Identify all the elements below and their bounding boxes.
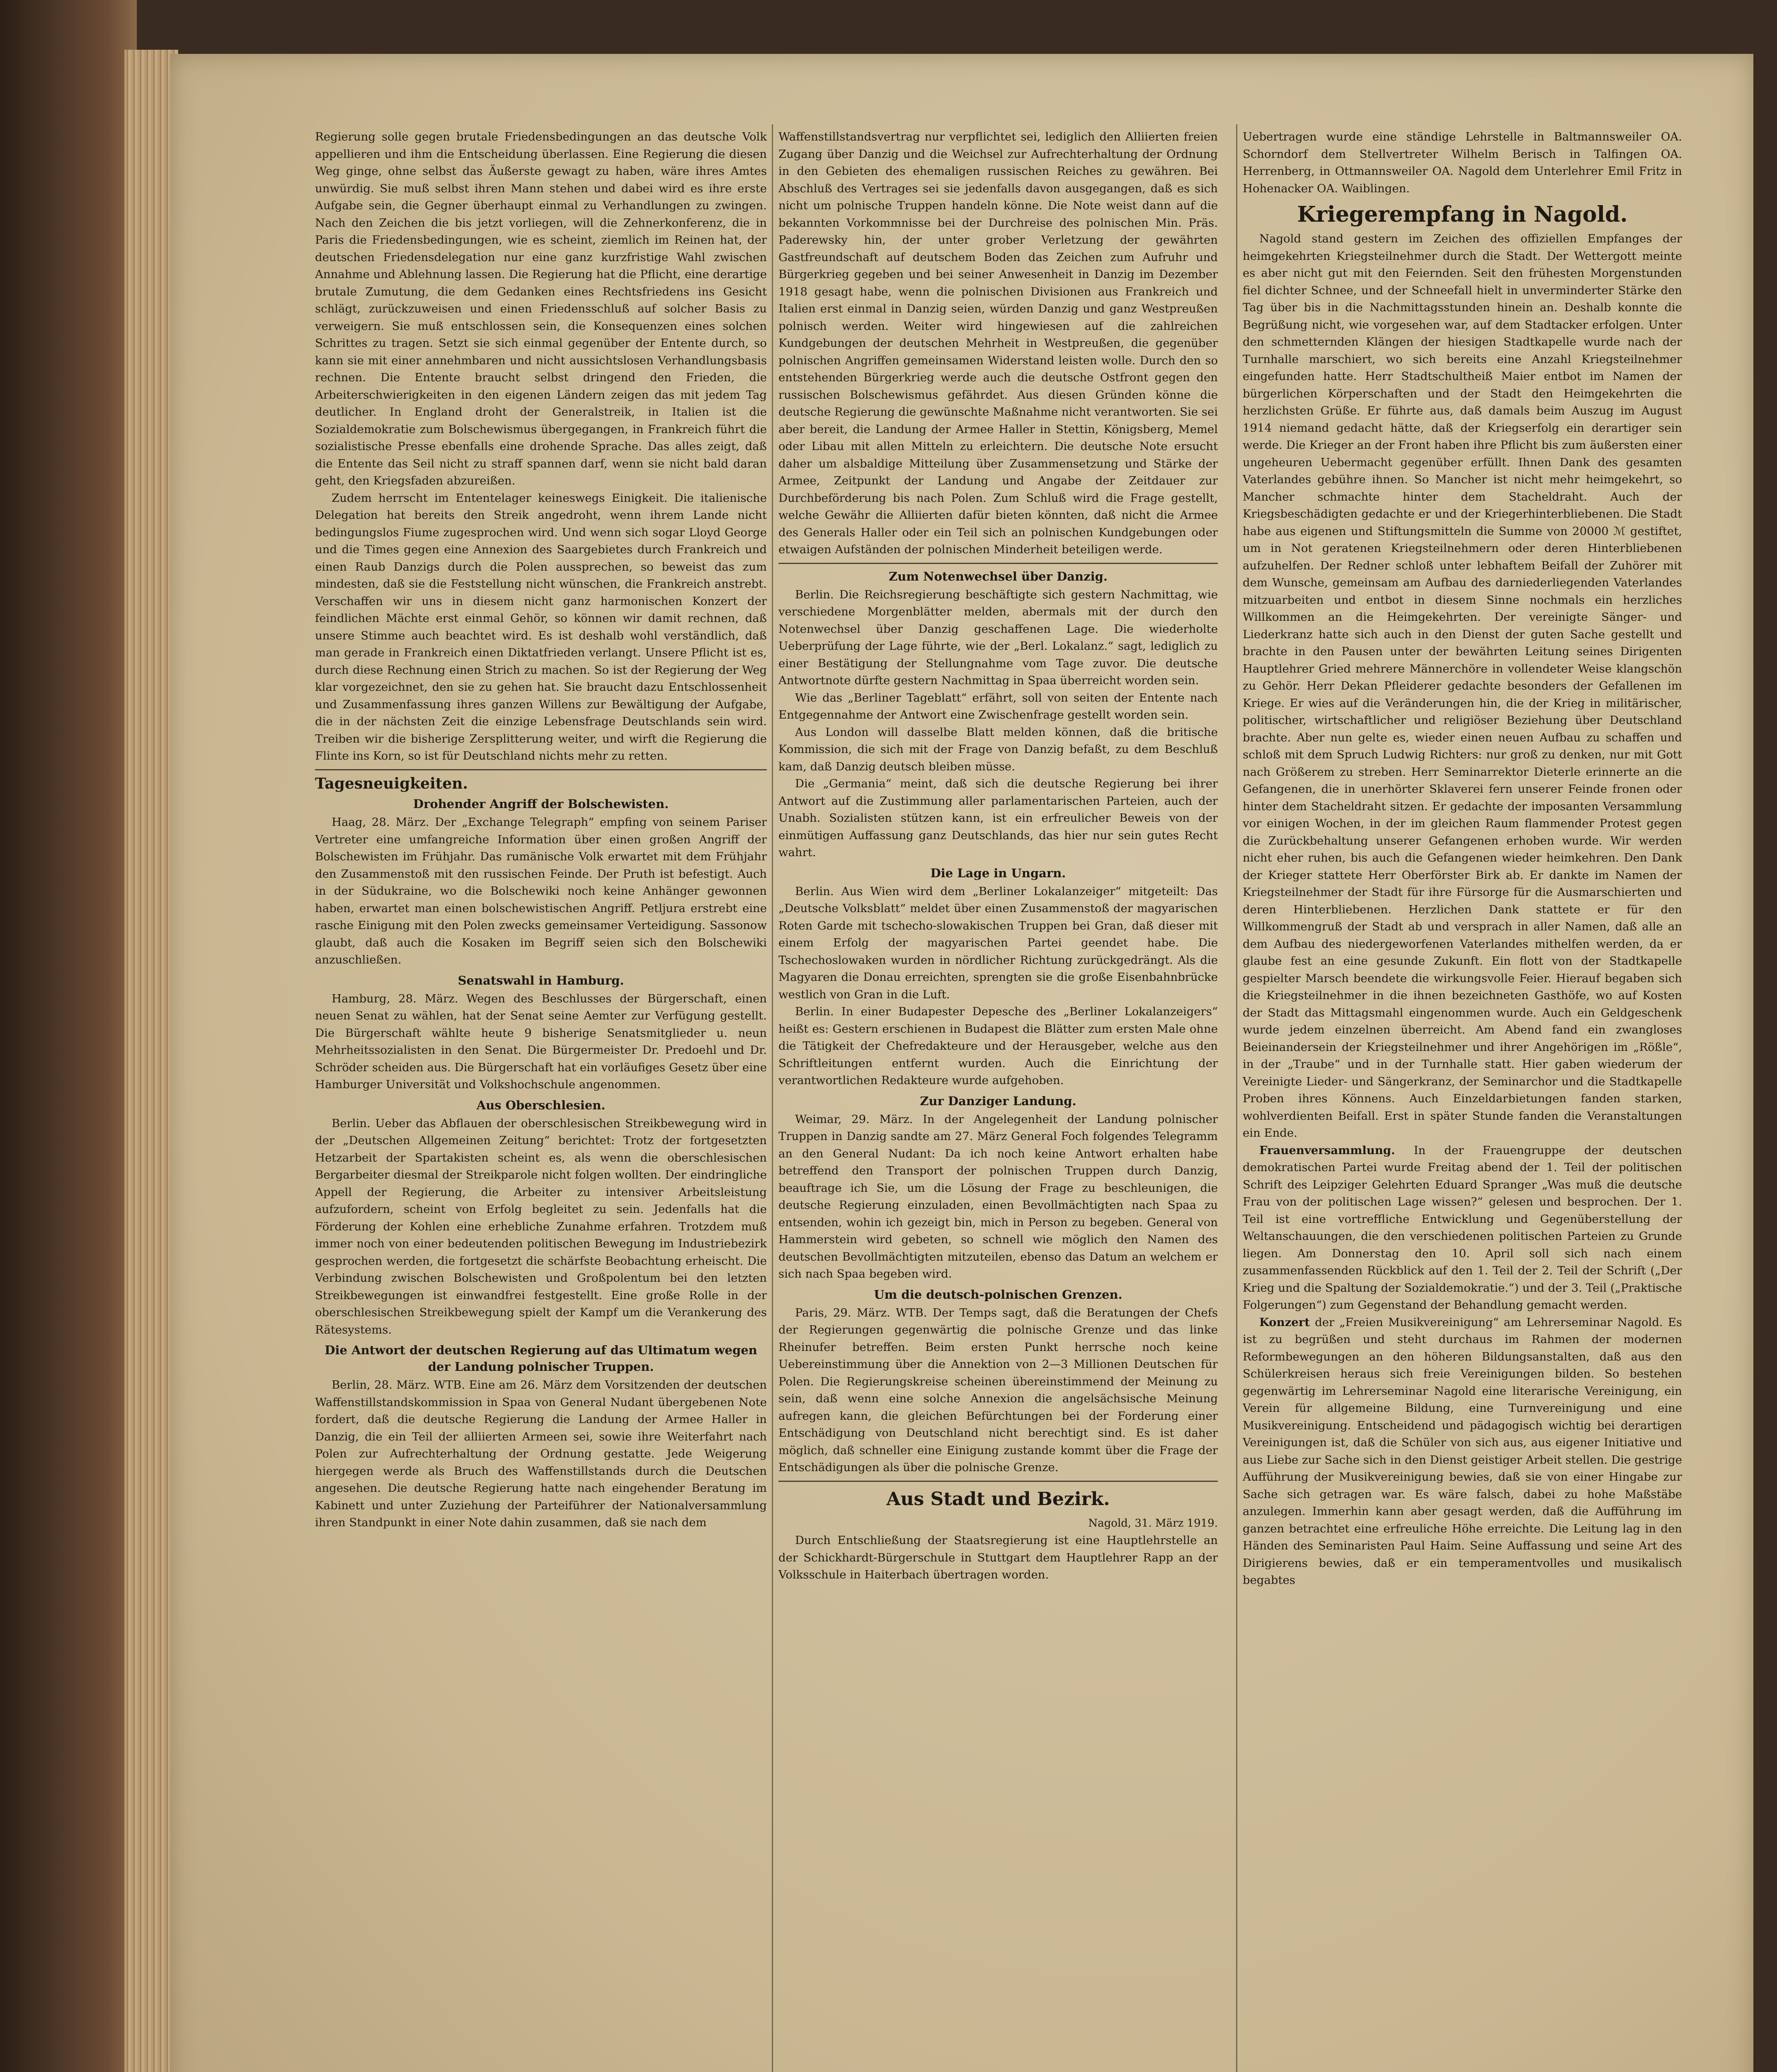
dateline: Nagold, 31. März 1919. xyxy=(1088,1517,1218,1530)
article-headline: Die Antwort der deutschen Regierung auf das Ultimatum wegen der Landung polnischer Truppen. xyxy=(325,1343,757,1374)
article-headline: Zum Notenwechsel über Danzig. xyxy=(889,569,1108,583)
article-headline: Senatswahl in Hamburg. xyxy=(458,973,624,988)
article-text: Waffenstillstandsvertrag nur verpflichtet sei, lediglich den Alliierten freien Zugang über Danzig und die Weichsel zur Aufrechterhaltung der Ordnung in den Gebieten des ehemaligen russischen Reiches zu gewähren. Bei Abschluß des Vertrages sei sie jedenfalls davon ausgegangen, daß es sich nicht um polnische Truppen handeln könne. Die Note weist dann auf die bekannten Vorkommnisse bei der Durchreise des polnischen Min. Präs. Paderewsky hin, der unter grober Verletzung der gewährten Gastfreundschaft auf deutschem Boden das Zeichen zum Aufruhr und Bürgerkrieg gegeben und bei seiner Anwesenheit in Danzig im Dezember 1918 gesagt habe, wenn die polnischen Divisionen aus Frankreich und Italien erst einmal in Danzig seien, würden Danzig und ganz Westpreußen polnisch werden. Weiter wird hingewiesen auf die zahlreichen Kundgebungen der deutschen Mehrheit in Westpreußen, die gegenüber polnischen Angriffen gemeinsamen Widerstand leisten wolle. Durch den so entstehenden Bürgerkrieg werde auch die deutsche Ostfront gegen den russischen Bolschewismus gefährdet. Aus diesen Gründen könne die deutsche Regierung die gewünschte Maßnahme nicht verantworten. Sie sei aber bereit, die Landung der Armee Haller in Stettin, Königsberg, Memel oder Libau mit allen Mitteln zu erleichtern. Die deutsche Note ersucht daher um alsbaldige Mitteilung über Zusammensetzung und Stärke der Armee, Zeitpunkt der Landung und Angabe der Zeitdauer zur Durchbeförderung bis nach Polen. Zum Schluß wird die Frage gestellt, welche Gewähr die Alliierten dafür bieten könnten, daß nicht die Armee des Generals Haller oder ein Teil sich an polnischen Kundgebungen oder etwaigen Aufständen der polnischen Minderheit beteiligen werde. xyxy=(778,130,1218,556)
article-headline: Zur Danziger Landung. xyxy=(920,1094,1076,1108)
column-3 xyxy=(1243,128,1682,1589)
article-text: Die „Germania“ meint, daß sich die deutsche Regierung bei ihrer Antwort auf die Zustimmung aller parlamentarischen Parteien, auch der Unabh. Sozialisten stützen kann, ist ein erfreulicher Beweis von der einmütigen Auffassung ganz Deutschlands, das hier nur sein gutes Recht wahrt. xyxy=(778,777,1218,859)
article-text: Uebertragen wurde eine ständige Lehrstelle in Baltmannsweiler OA. Schorndorf dem Stellvertreter Wilhelm Berisch in Talfingen OA. Herrenberg, in Ottmannsweiler OA. Nagold dem Unterlehrer Emil Fritz in Hohenacker OA. Waiblingen. xyxy=(1243,130,1682,195)
article-headline: Die Lage in Ungarn. xyxy=(930,866,1066,880)
column-rule-2 xyxy=(1236,124,1237,2072)
article-headline: Aus Oberschlesien. xyxy=(476,1098,606,1112)
article-text: In der Frauengruppe der deutschen demokratischen Partei wurde Freitag abend der 1. Teil der politischen Schrift des Leipziger Gelehrten Eduard Spranger „Was muß die deutsche Frau von der politischen Lage wissen?“ gelesen und besprochen. Der 1. Teil ist eine vortreffliche Entwicklung und Gegenüberstellung der Weltanschauungen, die den verschiedenen politischen Parteien zu Grunde liegen. Am Donnerstag den 10. April soll sich nach einem zusammenfassenden Rückblick auf den 1. Teil der 2. Teil der Schrift („Der Krieg und die Spaltung der Sozialdemokratie.“) und der 3. Teil („Praktische Folgerungen“) zum Gegenstand der Behandlung gemacht werden. xyxy=(1243,1143,1682,1312)
paragraph-lead: Konzert xyxy=(1259,1315,1310,1329)
article-text: Wie das „Berliner Tageblatt“ erfährt, soll von seiten der Entente nach Entgegennahme der Antwort eine Zwischenfrage gestellt worden sein. xyxy=(778,691,1218,721)
article-text: Paris, 29. März. WTB. Der Temps sagt, daß die Beratungen der Chefs der Regierungen gegenwärtig die polnische Grenze und das linke Rheinufer betreffen. Beim ersten Punkt herrsche noch keine Uebereinstimmung über die Annektion von 2—3 Millionen Deutschen für Polen. Die Regierungskreise scheinen übereinstimmend der Meinung zu sein, daß wenn eine solche Annexion die angelsächsische Meinung aufregen kann, die gleichen Befürchtungen bei der Forderung einer Entschädigung von Deutschland nicht berechtigt sind. Es ist daher möglich, daß schneller eine Einigung zustande kommt über die Frage der Entschädigungen als über die polnische Grenze. xyxy=(778,1306,1218,1474)
divider xyxy=(315,769,767,770)
article-headline: Drohender Angriff der Bolschewisten. xyxy=(413,797,669,811)
article-headline: Kriegerempfang in Nagold. xyxy=(1297,202,1628,227)
article-text: Durch Entschließung der Staatsregierung ist eine Hauptlehrstelle an der Schickhardt-Bürgerschule in Stuttgart dem Hauptlehrer Rapp an der Volksschule in Haiterbach übertragen worden. xyxy=(778,1534,1218,1581)
article-text: Haag, 28. März. Der „Exchange Telegraph“ empfing von seinem Pariser Vertreter eine umfangreiche Information über einen großen Angriff der Bolschewisten im Frühjahr. Das rumänische Volk erwartet mit dem Frühjahr den Zusammenstoß mit den russischen Feinde. Der Pruth ist befestigt. Auch in der Südukraine, wo die Bolschewiki noch keine Anhänger gewonnen haben, erwartet man einen bolschewistischen Angriff. Petljura erstrebt eine rasche Einigung mit den Polen zwecks gemeinsamer Verteidigung. Sassonow glaubt, daß auch die Kosaken im Begriff seien sich den Bolschewiki anzuschließen. xyxy=(315,816,767,966)
column-rule-1 xyxy=(772,124,773,2072)
article-text: Berlin. In einer Budapester Depesche des „Berliner Lokalanzeigers“ heißt es: Gestern erschienen in Budapest die Blätter zum ersten Male ohne die Tätigkeit der Chefredakteure und der Herausgeber, welche aus den Schriftleitungen entfernt wurden. Auch die Einrichtung der verantwortlichen Redakteure wurde aufgehoben. xyxy=(778,1005,1218,1087)
divider xyxy=(778,1481,1218,1482)
article-text: Aus London will dasselbe Blatt melden können, daß die britische Kommission, die sich mit der Frage von Danzig befaßt, zu dem Beschluß kam, daß Danzig deutsch bleiben müsse. xyxy=(778,725,1218,773)
book-binding xyxy=(0,0,137,2072)
article-text: Weimar, 29. März. In der Angelegenheit der Landung polnischer Truppen in Danzig sandte am 27. März General Foch folgendes Telegramm an den General Nudant: Da ich noch keine Antwort erhalten habe betreffend den Transport der polnischen Truppen durch Danzig, beauftrage ich Sie, um die Lösung der Frage zu beschleunigen, die deutsche Regierung einzuladen, einen Bevollmächtigten nach Spaa zu entsenden, wohin ich gezeigt bin, mich in Person zu begeben. General von Hammerstein wird gebeten, so schnell wie möglich den Namen des deutschen Bevollmächtigten mitzuteilen, ebenso das Datum an welchem er sich nach Spaa begeben wird. xyxy=(778,1112,1218,1280)
paragraph-lead: Frauenversammlung. xyxy=(1259,1143,1395,1157)
article-text: Berlin. Ueber das Abflauen der oberschlesischen Streikbewegung wird in der „Deutschen Allgemeinen Zeitung“ berichtet: Trotz der fortgesetzten Hetzarbeit der Spartakisten scheint es, als wenn die oberschlesischen Bergarbeiter diesmal der Streikparole nicht folgen wollten. Der eindringliche Appell der Regierung, die Arbeiter zu intensiver Arbeitsleistung aufzufordern, scheint von Erfolg begleitet zu sein. Jedenfalls hat die Förderung der Kohlen eine erhebliche Zunahme erfahren. Trotzdem muß immer noch von einer bedeutenden politischen Bewegung im Industriebezirk gesprochen werden, die fortgesetzt die schärfste Beobachtung erheischt. Die Verbindung zwischen Bolschewisten und Großpolentum bei den letzten Streikbewegungen ist einwandfrei festgestellt. Eine große Rolle in der oberschlesischen Streikbewegung spielt der Kampf um die Verankerung des Rätesystems. xyxy=(315,1116,767,1336)
article-text: Berlin. Aus Wien wird dem „Berliner Lokalanzeiger“ mitgeteilt: Das „Deutsche Volksblatt“ meldet über einen Zusammenstoß der magyarischen Roten Garde mit tschecho-slowakischen Truppen bei Gran, daß dieser mit einem Erfolg der magyarischen Partei geendet habe. Die Tschechoslowaken wurden in nördlicher Richtung zurückgedrängt. Als die Magyaren die Donau erreichten, sprengten sie die große Eisenbahnbrücke westlich von Gran in die Luft. xyxy=(778,884,1218,1001)
column-1 xyxy=(315,128,767,1532)
article-text: Regierung solle gegen brutale Friedensbedingungen an das deutsche Volk appellieren und ihm die Entscheidung überlassen. Eine Regierung die diesen Weg ginge, ohne selbst das Äußerste gewagt zu haben, wäre ihres Amtes unwürdig. Sie muß selbst ihren Mann stehen und dabei wird es ihre erste Aufgabe sein, die Gegner überhaupt einmal zu Verhandlungen zu zwingen. Nach den Zeichen die bis jetzt vorliegen, will die Zehnerkonferenz, die in Paris die Friedensbedingungen, wie es scheint, ziemlich im Reinen hat, der deutschen Friedensdelegation nur eine ganz kurzfristige Wahl zwischen Annahme und Ablehnung lassen. Die Regierung hat die Pflicht, eine derartige brutale Zumutung, die dem Gedanken eines Rechtsfriedens ins Gesicht schlägt, zurückzuweisen und einen Friedensschluß auf solcher Basis zu verweigern. Sie muß entschlossen sein, die Konsequenzen eines solchen Schrittes zu tragen. Setzt sie sich einmal gegenüber der Entente durch, so kann sie mit einer annehmbaren und nicht aussichtslosen Verhandlungsbasis rechnen. Die Entente braucht selbst dringend den Frieden, die Arbeiterschwierigkeiten in den eigenen Ländern zeigen das mit jedem Tag deutlicher. In England droht der Generalstreik, in Italien ist die Sozialdemokratie zum Bolschewismus übergegangen, in Frankreich führt die sozialistische Presse ebenfalls eine drohende Sprache. Das alles zeigt, daß die Entente das Seil nicht zu straff spannen darf, wenn sie nicht bald daran geht, den Kriegsfaden abzureißen. xyxy=(315,130,767,487)
article-text: Zudem herrscht im Ententelager keineswegs Einigkeit. Die italienische Delegation hat bereits den Streik angedroht, wenn ihrem Lande nicht bedingungslos Fiume zugesprochen wird. Und wenn sich sogar Lloyd George und die Times gegen eine Annexion des Saargebietes durch Frankreich und einen Raub Danzigs durch die Polen aussprechen, so beweist das zum mindesten, daß sie die Feststellung nicht wünschen, die Frankreich anstrebt. Verschaffen wir uns in diesem nicht ganz harmonischen Konzert der feindlichen Mächte erst einmal Gehör, so können wir damit rechnen, daß unsere Stimme auch beachtet wird. Es ist deshalb wohl verständlich, daß man gerade in Frankreich einen Diktatfrieden verlangt. Unsere Pflicht ist es, durch diese Rechnung einen Strich zu machen. So ist der Regierung der Weg klar vorgezeichnet, den sie zu gehen hat. Sie braucht dazu Entschlossenheit und Zusammenfassung ihres ganzen Willens zur Bewältigung der Aufgabe, die in der nächsten Zeit die einzige Lebensfrage Deutschlands sein wird. Treiben wir die bisherige Zersplitterung weiter, und wirft die Regierung die Flinte ins Korn, so ist für Deutschland nichts mehr zu retten. xyxy=(315,491,767,762)
divider xyxy=(778,563,1218,564)
article-text: Hamburg, 28. März. Wegen des Beschlusses der Bürgerschaft, einen neuen Senat zu wählen, hat der Senat seine Aemter zur Verfügung gestellt. Die Bürgerschaft wählte heute 9 bisherige Senatsmitglieder u. neun Mehrheitssozialisten in den Senat. Die Bürgermeister Dr. Predoehl und Dr. Schröder scheiden aus. Die Bürgerschaft hat ein vorläufiges Gesetz über eine Hamburger Universität und Volkshochschule angenommen. xyxy=(315,992,767,1091)
article-headline: Um die deutsch-polnischen Grenzen. xyxy=(874,1287,1122,1302)
article-text: Berlin. Die Reichsregierung beschäftigte sich gestern Nachmittag, wie verschiedene Morgenblätter melden, abermals mit der durch den Notenwechsel über Danzig geschaffenen Lage. Die wiederholte Ueberprüfung der Lage führte, wie der „Berl. Lokalanz.“ sagt, lediglich zu einer Bestätigung der Stellungnahme vom Tage zuvor. Die deutsche Antwortnote dürfte gestern Nachmittag in Spaa überreicht worden sein. xyxy=(778,588,1218,687)
column-2 xyxy=(778,128,1218,1584)
article-text: der „Freien Musikvereinigung“ am Lehrerseminar Nagold. Es ist zu begrüßen und steht durchaus im Rahmen der modernen Reformbewegungen an den höheren Bildungsanstalten, daß aus den Schülerkreisen heraus sich freie Vereinigungen bilden. So bestehen gegenwärtig im Lehrerseminar Nagold eine literarische Vereinigung, ein Verein für allgemeine Bildung, eine Turnvereinigung und eine Musikvereinigung. Entscheidend und pädagogisch wichtig bei derartigen Vereinigungen ist, daß die Schüler von sich aus, aus eigener Initiative und aus Liebe zur Sache sich in den Dienst geistiger Arbeit stellen. Die gestrige Aufführung der Musikvereinigung bewies, daß sie von einer Hingabe zur Sache sich getragen war. Es wäre falsch, dabei zu hohe Maßstäbe anzulegen. Immerhin kann aber gesagt werden, daß die Aufführung im ganzen betrachtet eine erfreuliche Höhe erreichte. Die Leitung lag in den Händen des Seminaristen Paul Haim. Seine Auffassung und seine Art des Dirigierens bewies, daß er ein temperamentvolles und musikalisch begabtes xyxy=(1243,1315,1682,1587)
article-text: Nagold stand gestern im Zeichen des offiziellen Empfanges der heimgekehrten Kriegsteilnehmer durch die Stadt. Der Wettergott meinte es aber nicht gut mit den Feiernden. Seit den frühesten Morgenstunden fiel dichter Schnee, und der Schneefall hielt in unverminderter Stärke den Tag über bis in die Nachmittagsstunden hinein an. Deshalb konnte die Begrüßung nicht, wie vorgesehen war, auf dem Stadtacker erfolgen. Unter den schmetternden Klängen der hiesigen Stadtkapelle wurde nach der Turnhalle marschiert, wo sich bereits eine Anzahl Kriegsteilnehmer eingefunden hatte. Herr Stadtschultheiß Maier entbot im Namen der bürgerlichen Körperschaften und der Stadt den Heimgekehrten die herzlichsten Grüße. Er führte aus, daß damals beim Auszug im August 1914 niemand gedacht hätte, daß der Kriegserfolg ein derartiger sein werde. Die Krieger an der Front haben ihre Pflicht bis zum äußersten einer ungeheuren Uebermacht gegenüber erfüllt. Ihnen Dank des gesamten Vaterlandes gebühre ihnen. So Mancher ist nicht mehr heimgekehrt, so Mancher schmachte hinter dem Stacheldraht. Auch der Kriegsbeschädigten gedachte er und der Kriegerhinterbliebenen. Die Stadt habe aus eigenen und Stiftungsmitteln die Summe von 20000 ℳ gestiftet, um in Not geratenen Kriegsteilnehmern oder deren Hinterbliebenen aufzuhelfen. Der Redner schloß unter lebhaftem Beifall der Zuhörer mit dem Wunsche, gemeinsam am Aufbau des darniederliegenden Vaterlandes mitzuarbeiten und entbot in diesem Sinne nochmals ein herzliches Willkommen an die Heimgekehrten. Der vereinigte Sänger- und Liederkranz hatte sich auch in den Dienst der guten Sache gestellt und brachte in den Pausen unter der bewährten Leitung seines Dirigenten Hauptlehrer Gried mehrere Männerchöre in vollendeter Weise klangschön zu Gehör. Herr Dekan Pfleiderer gedachte besonders der Gefallenen im Kriege. Er wies auf die Veränderungen hin, die der Krieg in militärischer, politischer, wirtschaftlicher und religiöser Beziehung über Deutschland brachte. Aber nun gelte es, wieder einen neuen Aufbau zu schaffen und schloß mit dem Spruch Ludwig Richters: nur groß zu denken, nur mit Gott nach Größerem zu streben. Herr Seminarrektor Dieterle erinnerte an die Gefangenen, die in unerhörter Sklaverei fern unserer Feinde fronen oder hinter dem Stacheldraht sitzen. Er gedachte der imposanten Versammlung vor einigen Wochen, in der im gleichen Raum flammender Protest gegen die Zurückbehaltung unserer Gefangenen erhoben wurde. Wir werden nicht eher ruhen, bis auch die Gefangenen wieder heimkehren. Den Dank der Krieger stattete Herr Oberförster Birk ab. Er dankte im Namen der Kriegsteilnehmer der Stadt für ihre Fürsorge für die Ausmarschierten und deren Hinterbliebenen. Herzlichen Dank stattete er für den Willkommengruß der Stadt ab und versprach in aller Namen, daß alle an dem Aufbau des niedergeworfenen Vaterlandes mithelfen werden, da er glaube fest an eine gesunde Zukunft. Ein flott von der Stadtkapelle gespielter Marsch beendete die wirkungsvolle Feier. Hierauf begaben sich die Kriegsteilnehmer in die ihnen bezeichneten Gasthöfe, wo auf Kosten der Stadt das Mittagsmahl eingenommen wurde. Auch ein Geldgeschenk wurde jedem einzelnen überreicht. Am Abend fand ein zwangloses Beieinandersein der Kriegsteilnehmer und ihrer Angehörigen im „Rößle“, in der „Traube“ und in der Turnhalle statt. Hier gaben wiederum der Vereinigte Lieder- und Sängerkranz, der Seminarchor und die Stadtkapelle Proben ihres Könnens. Auch Einzeldarbietungen fanden starken, wohlverdienten Beifall. Erst in später Stunde fanden die Veranstaltungen ein Ende. xyxy=(1243,232,1682,1140)
section-title: Tagesneuigkeiten. xyxy=(315,775,468,792)
article-text: Berlin, 28. März. WTB. Eine am 26. März dem Vorsitzenden der deutschen Waffenstillstandskommission in Spaa von General Nudant übergebenen Note fordert, daß die deutsche Regierung die Landung der Armee Haller in Danzig, die ein Teil der alliierten Armeen sei, sowie ihre Weiterfahrt nach Polen zur Aufrechterhaltung der Ordnung gestatte. Jede Weigerung hiergegen werde als Bruch des Waffenstillstands durch die Deutschen angesehen. Die deutsche Regierung hatte nach eingehender Beratung im Kabinett und unter Zuziehung der Parteiführer der Nationalversammlung ihren Standpunkt in einer Note dahin zusammen, daß sie nach dem xyxy=(315,1378,767,1529)
section-title: Aus Stadt und Bezirk. xyxy=(886,1488,1110,1510)
